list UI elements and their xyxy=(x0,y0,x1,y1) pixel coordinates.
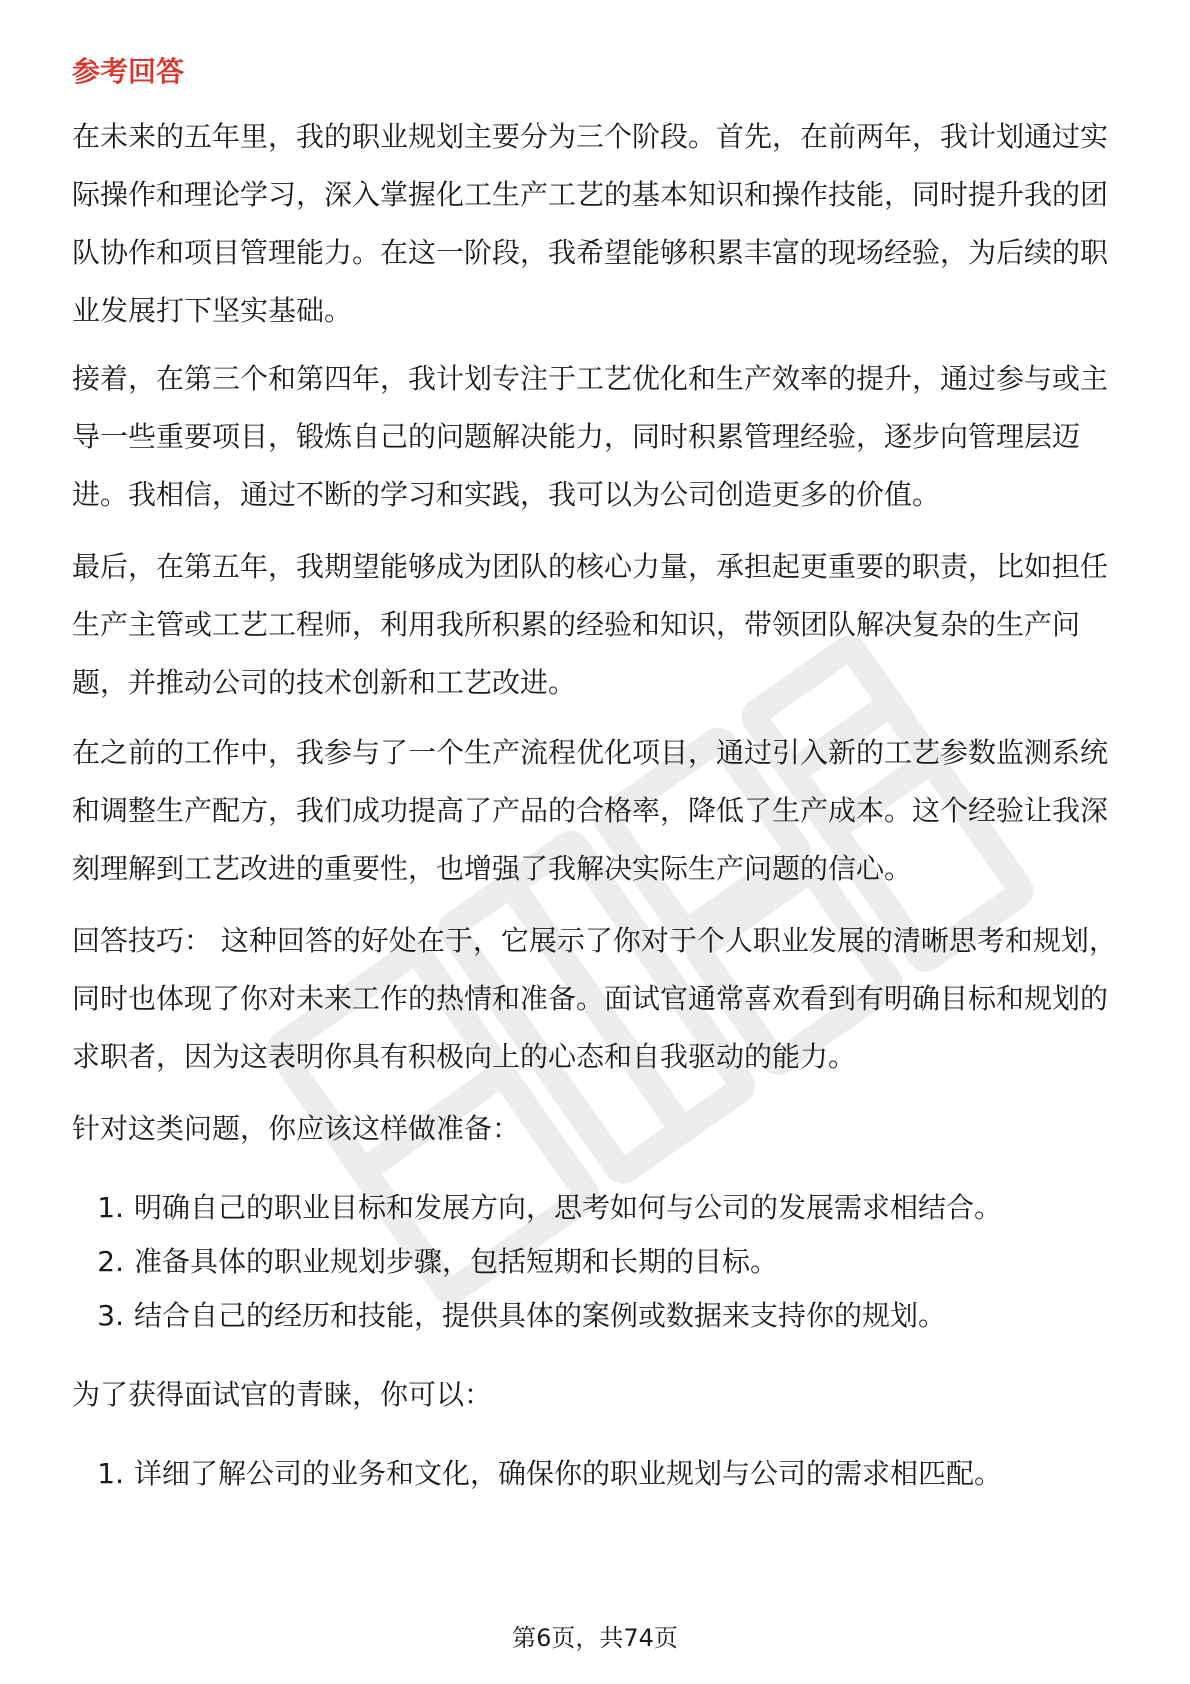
list-number: 2. xyxy=(97,1245,124,1278)
paragraph-prep-intro: 针对这类问题，你应该这样做准备： xyxy=(72,1112,521,1145)
list-text: 详细了解公司的业务和文化，确保你的职业规划与公司的需求相匹配。 xyxy=(134,1457,1003,1490)
paragraph-career-plan: 在未来的五年里，我的职业规划主要分为三个阶段。首先，在前两年，我计划通过实际操作和理论学习，深入掌握化工生产工艺的基本知识和操作技能，同时提升我的团队协作和项目管理能力。在这一阶段，我希望能够积累丰富的现场经验，为后续的职业发展打下坚实基础。 xyxy=(72,120,1109,327)
list-text: 结合自己的经历和技能，提供具体的案例或数据来支持你的规划。 xyxy=(134,1299,947,1332)
paragraph-fifth-year: 最后，在第五年，我期望能够成为团队的核心力量，承担起更重要的职责，比如担任生产主管或工艺工程师，利用我所积累的经验和知识，带领团队解决复杂的生产问题，并推动公司的技术创新和工艺改进。 xyxy=(72,550,1109,699)
list-item xyxy=(72,1240,1122,1284)
page-number-footer: 第6页，共74页 xyxy=(512,1624,678,1652)
list-number: 1. xyxy=(97,1457,124,1490)
page-heading: 参考回答 xyxy=(72,55,185,88)
paragraph-answer-tips: 回答技巧： 这种回答的好处在于，它展示了你对于个人职业发展的清晰思考和规划，同时也体现了你对未来工作的热情和准备。面试官通常喜欢看到有明确目标和规划的求职者，因为这表明你具有积极向上的心态和自我驱动的能力。 xyxy=(72,924,1117,1073)
paragraph-win-favor: 为了获得面试官的青睐，你可以： xyxy=(72,1378,493,1411)
list-text: 准备具体的职业规划步骤，包括短期和长期的目标。 xyxy=(134,1245,779,1278)
list-number: 3. xyxy=(97,1299,124,1332)
list-item xyxy=(72,1186,1122,1230)
list-text: 明确自己的职业目标和发展方向，思考如何与公司的发展需求相结合。 xyxy=(134,1191,1003,1224)
list-item xyxy=(72,1452,1122,1496)
paragraph-middle-years: 接着，在第三个和第四年，我计划专注于工艺优化和生产效率的提升，通过参与或主导一些重要项目，锻炼自己的问题解决能力，同时积累管理经验，逐步向管理层迈进。我相信，通过不断的学习和实践，我可以为公司创造更多的价值。 xyxy=(72,362,1109,511)
list-number: 1. xyxy=(97,1191,124,1224)
paragraph-past-experience: 在之前的工作中，我参与了一个生产流程优化项目，通过引入新的工艺参数监测系统和调整生产配方，我们成功提高了产品的合格率，降低了生产成本。这个经验让我深刻理解到工艺改进的重要性，也增强了我解决实际生产问题的信心。 xyxy=(72,736,1109,885)
list-item xyxy=(72,1294,1122,1338)
